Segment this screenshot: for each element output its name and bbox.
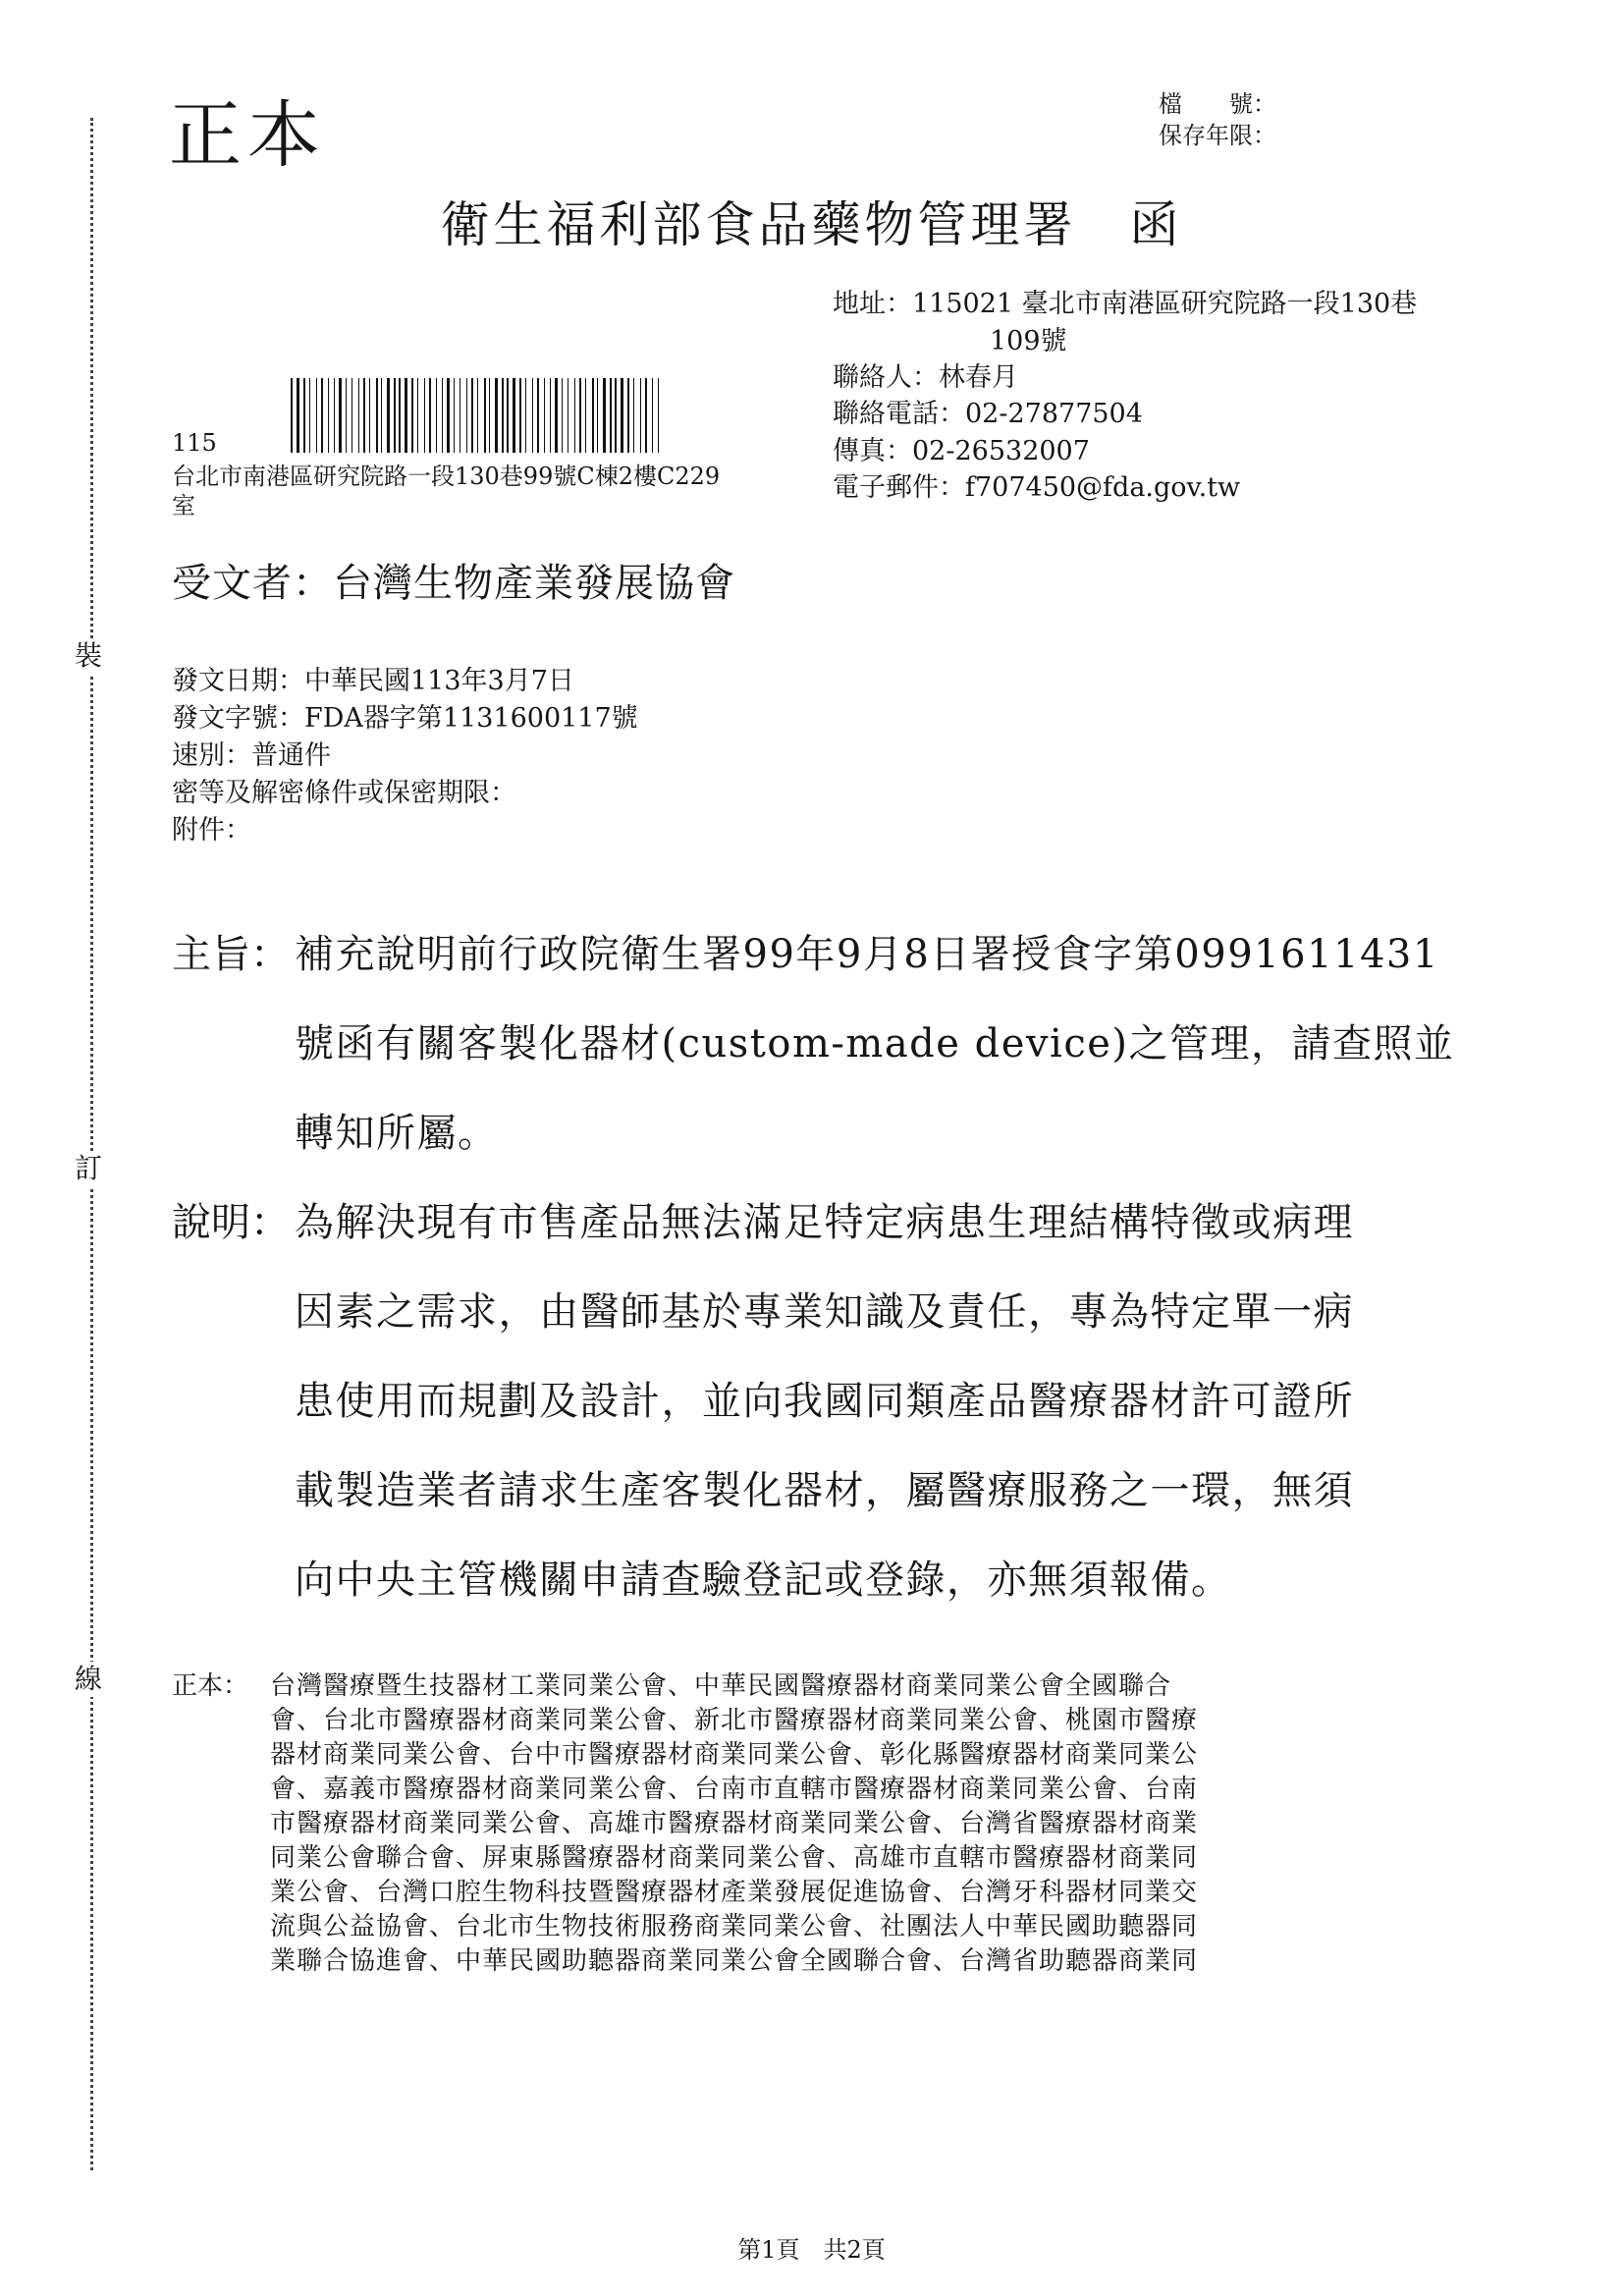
subject-line: 號函有關客製化器材(custom-made device)之管理，請查照並 [295,1021,1455,1066]
copies-label: 正本： [172,1671,249,1701]
attachments: 附件： [172,815,251,846]
subject-label: 主旨： [172,932,290,977]
classification: 密等及解密條件或保密期限： [172,778,516,808]
copies-line: 台灣醫療暨生技器材工業同業公會、中華民國醫療器材商業同業公會全國聯合 [270,1671,1172,1701]
postal-address-cont: 室 [172,492,195,519]
contact-email: 電子郵件：f707450@fda.gov.tw [833,472,1241,503]
copies-line: 業公會、台灣口腔生物科技暨醫療器材產業發展促進協會、台灣牙科器材同業交 [270,1878,1199,1907]
document-number: 發文字號：FDA器字第1131600117號 [172,703,638,734]
page-number: 第1頁 共2頁 [737,2236,886,2264]
explanation-line: 載製造業者請求生產客製化器材，屬醫療服務之一環，無須 [295,1468,1354,1513]
binding-mark-top: 裝 [75,639,103,672]
copies-line: 器材商業同業公會、台中市醫療器材商業同業公會、彰化縣醫療器材商業同業公 [270,1740,1199,1770]
issue-date: 發文日期：中華民國113年3月7日 [172,666,574,696]
copies-line: 會、嘉義市醫療器材商業同業公會、台南市直轄市醫療器材商業同業公會、台南 [270,1775,1199,1804]
explanation-line: 向中央主管機關申請查驗登記或登錄，亦無須報備。 [295,1558,1232,1603]
contact-person: 聯絡人：林春月 [833,362,1018,393]
postal-code: 115 [172,429,217,457]
explanation-line: 因素之需求，由醫師基於專業知識及責任，專為特定單一病 [295,1289,1354,1335]
binding-mark-middle: 訂 [75,1152,103,1184]
contact-phone: 聯絡電話：02-27877504 [833,399,1143,429]
contact-address-cont: 109號 [990,326,1067,356]
copies-line: 業聯合協進會、中華民國助聽器商業同業公會全國聯合會、台灣省助聽器商業同 [270,1946,1199,1976]
binding-dotted-line [90,118,93,2170]
binding-mark-bottom: 線 [75,1663,103,1695]
subject-line: 補充說明前行政院衛生署99年9月8日署授食字第0991611431 [295,932,1439,977]
subject-line: 轉知所屬。 [295,1111,499,1156]
recipient: 受文者：台灣生物產業發展協會 [172,561,735,606]
archive-file-number: 檔 號： [1159,90,1276,118]
explanation-line: 為解決現有市售產品無法滿足特定病患生理結構特徵或病理 [295,1200,1354,1245]
archive-retention-period: 保存年限： [1159,122,1276,149]
original-copy-stamp: 正本 [169,93,326,178]
explanation-line: 患使用而規劃及設計，並向我國同類產品醫療器材許可證所 [295,1379,1354,1424]
mail-barcode [291,378,660,453]
copies-line: 同業公會聯合會、屏東縣醫療器材商業同業公會、高雄市直轄市醫療器材商業同 [270,1843,1199,1873]
copies-line: 會、台北市醫療器材商業同業公會、新北市醫療器材商業同業公會、桃園市醫療 [270,1706,1199,1735]
delivery-speed: 速別：普通件 [172,740,331,771]
contact-fax: 傳真：02-26532007 [833,436,1090,466]
postal-address: 台北市南港區研究院路一段130巷99號C棟2樓C229 [172,463,721,490]
document-title: 衛生福利部食品藥物管理署 函 [440,196,1183,253]
explanation-label: 說明： [172,1200,290,1245]
copies-line: 市醫療器材商業同業公會、高雄市醫療器材商業同業公會、台灣省醫療器材商業 [270,1809,1199,1838]
copies-line: 流與公益協會、台北市生物技術服務商業同業公會、社團法人中華民國助聽器同 [270,1912,1199,1941]
contact-address: 地址：115021 臺北市南港區研究院路一段130巷 [833,289,1418,319]
